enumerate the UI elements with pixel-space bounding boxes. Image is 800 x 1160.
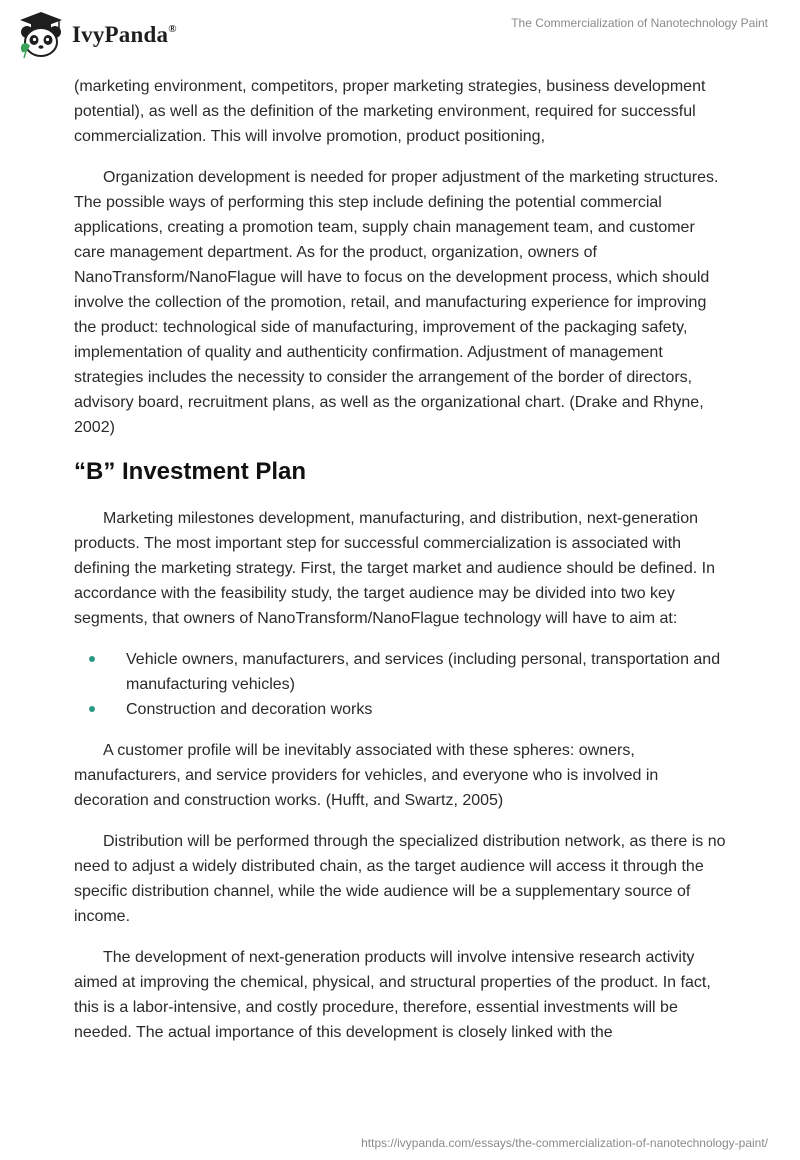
paragraph: Distribution will be performed through the specialized distribution network, as there is no need to adjust a widely distributed chain, as the target audience will access it through the specific distribution channel, while the wide audience will be a supplementary source of income. xyxy=(74,833,726,925)
brand-name: IvyPanda® xyxy=(72,22,177,47)
list-item xyxy=(74,647,726,697)
source-url[interactable]: https://ivypanda.com/essays/the-commercialization-of-nanotechnology-paint/ xyxy=(361,1136,768,1150)
section-heading: “B” Investment Plan xyxy=(74,458,307,485)
essay-body xyxy=(74,74,726,1061)
list-item-text: Construction and decoration works xyxy=(126,701,373,718)
page-header xyxy=(0,0,800,70)
list-item-text: Vehicle owners, manufacturers, and services (including personal, transportation and manufacturing vehicles) xyxy=(126,651,721,693)
bullet-icon xyxy=(89,706,95,712)
paragraph: (marketing environment, competitors, proper marketing strategies, business development potential), as well as the definition of the marketing environment, required for successful commercialization. This will involve promotion, product positioning, xyxy=(74,78,706,145)
document-title: The Commercialization of Nanotechnology Paint xyxy=(511,16,768,30)
paragraph: The development of next-generation products will involve intensive research activity aimed at improving the chemical, physical, and structural properties of the product. In fact, this is a labor-intensive, and costly procedure, therefore, essential investments will be needed. The actual importance of this development is closely linked with the xyxy=(74,949,711,1041)
paragraph: Organization development is needed for proper adjustment of the marketing structures. The possible ways of performing this step include defining the potential commercial applications, creating a promotion team, supply chain management team, and customer care management department. As for the product, organization, owners of NanoTransform/NanoFlague will have to focus on the development process, which should involve the collection of the promotion, retail, and manufacturing experience for improving the product: technological side of manufacturing, improvement of the packaging safety, implementation of quality and authenticity confirmation. Adjustment of management strategies includes the necessity to consider the arrangement of the border of directors, advisory board, recruitment plans, as well as the organizational chart. (Drake and Rhyne, 2002) xyxy=(74,169,719,436)
bullet-icon xyxy=(89,656,95,662)
brand-logo[interactable] xyxy=(14,8,177,62)
paragraph: A customer profile will be inevitably associated with these spheres: owners, manufacturers, and service providers for vehicles, and everyone who is involved in decoration and construction works. (Hufft, and Swartz, 2005) xyxy=(74,742,659,809)
bullet-list xyxy=(74,647,726,722)
paragraph: Marketing milestones development, manufacturing, and distribution, next-generation products. The most important step for successful commercialization is associated with defining the marketing strategy. First, the target market and audience should be defined. In accordance with the feasibility study, the target audience may be divided into two key segments, that owners of NanoTransform/NanoFlague technology will have to aim at: xyxy=(74,510,715,627)
list-item xyxy=(74,697,726,722)
panda-logo-icon xyxy=(14,8,68,62)
